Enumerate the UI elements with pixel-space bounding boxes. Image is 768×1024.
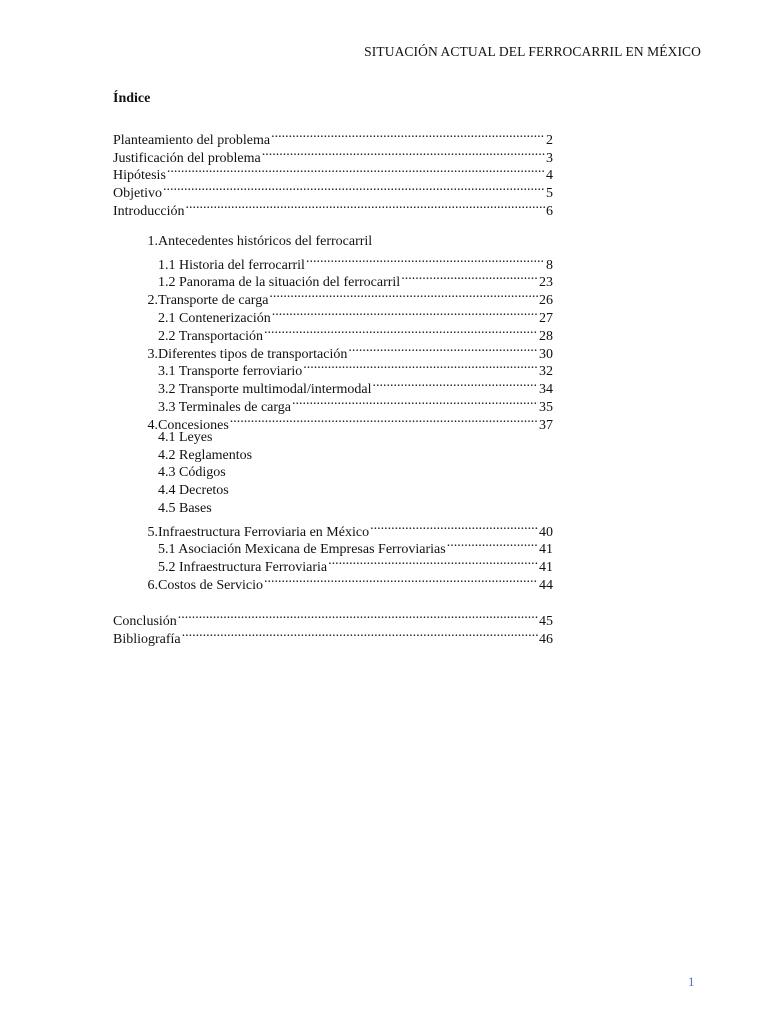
toc-page-number: 8 [546, 257, 553, 273]
toc-entry-text: 5.2 Infraestructura Ferroviaria [158, 560, 328, 576]
toc-dot-leader [264, 571, 538, 589]
toc-dot-leader [348, 340, 538, 358]
toc-page-number: 27 [539, 310, 553, 326]
toc-entry-text: 5.1 Asociación Mexicana de Empresas Ferroviarias [158, 542, 446, 558]
toc-page-number: 28 [539, 328, 553, 344]
toc-dot-leader [262, 144, 545, 162]
toc-page-number: 34 [539, 382, 553, 398]
toc-entry [113, 179, 553, 202]
toc-chapter-number: 3. [147, 346, 158, 362]
toc-dot-leader [306, 251, 545, 269]
toc-page-number: 6 [546, 203, 553, 219]
toc-page-number: 37 [539, 417, 553, 433]
toc-dot-leader [401, 269, 538, 287]
toc-entry [113, 197, 553, 219]
toc-entry-text: 1.1 Historia del ferrocarril [158, 257, 305, 273]
toc-dot-leader [328, 553, 538, 571]
toc-page-number: 5 [546, 186, 553, 202]
toc-entry-text: 3.2 Transporte multimodal/intermodal [158, 382, 372, 398]
toc-entry-text: Diferentes tipos de transportación [158, 346, 348, 362]
toc-page-number: 2 [546, 132, 553, 148]
toc-dot-leader [167, 162, 545, 180]
toc-subsection [113, 482, 553, 500]
toc-entry-text: Introducción [113, 203, 185, 219]
toc-dot-leader [271, 126, 545, 144]
toc-entry-text: Bibliografía [113, 631, 181, 647]
toc-subsection [113, 447, 553, 465]
toc-page-number: 46 [539, 631, 553, 647]
toc-subsection [113, 500, 553, 518]
toc-entry-text: 2.2 Transportación [158, 328, 263, 344]
toc-entry-text: 4.4 Decretos [158, 483, 229, 499]
toc-page-number: 41 [539, 542, 553, 558]
toc-dot-leader [303, 358, 538, 376]
toc-dot-leader [272, 304, 538, 322]
toc-page-number: 23 [539, 275, 553, 291]
toc-page-number: 3 [546, 150, 553, 166]
toc-entry-text: 3.3 Terminales de carga [158, 399, 292, 415]
toc-entry [113, 162, 553, 184]
toc-chapter-number: 4. [147, 417, 158, 433]
toc-entry-text: 1.2 Panorama de la situación del ferrocarril [158, 275, 401, 291]
toc-chapter-number: 2. [147, 293, 158, 309]
toc-page-number: 45 [539, 613, 553, 629]
toc-page-number: 35 [539, 399, 553, 415]
toc-entry-text: Justificación del problema [113, 150, 261, 166]
toc-dot-leader [178, 607, 538, 625]
toc-page-number: 32 [539, 364, 553, 380]
toc-chapter-number: 6. [147, 577, 158, 593]
toc-entry-text: 4.5 Bases [158, 500, 212, 516]
toc-dot-leader [292, 393, 538, 411]
toc-entry-text: Planteamiento del problema [113, 132, 271, 148]
toc-entry-text: 2.1 Contenerización [158, 310, 271, 326]
toc-page-number: 44 [539, 577, 553, 593]
toc-entry [113, 625, 553, 647]
toc-entry-text: Objetivo [113, 186, 162, 202]
toc-entry-text: Antecedentes históricos del ferrocarril [158, 233, 373, 249]
toc-page-number: 41 [539, 560, 553, 576]
toc-dot-leader [373, 375, 539, 393]
toc-dot-leader [186, 197, 545, 215]
toc-entry [113, 126, 553, 148]
toc-entry-text: 4.3 Códigos [158, 465, 226, 481]
toc-entry-text: Concesiones [158, 417, 229, 433]
toc-page-number: 26 [539, 293, 553, 309]
toc-dot-leader [264, 322, 538, 340]
toc-subsection [113, 464, 553, 482]
toc-dot-leader [182, 625, 538, 643]
toc-title: Índice [113, 91, 151, 106]
toc-subsection [113, 429, 553, 447]
toc-dot-leader [163, 179, 545, 197]
table-of-contents [113, 126, 553, 647]
toc-dot-leader [370, 518, 538, 536]
toc-page-number: 4 [546, 168, 553, 184]
toc-chapter-number: 1. [147, 233, 158, 249]
running-header: SITUACIÓN ACTUAL DEL FERROCARRIL EN MÉXICO [364, 44, 701, 59]
toc-entry-text: Costos de Servicio [158, 577, 263, 593]
toc-chapter [113, 233, 553, 251]
toc-entry-text: 4.1 Leyes [158, 429, 213, 445]
toc-entry-text: Transporte de carga [158, 293, 269, 309]
toc-dot-leader [230, 411, 538, 429]
page-number: 1 [688, 974, 695, 989]
toc-chapter-number: 5. [147, 524, 158, 540]
toc-dot-leader [447, 536, 538, 554]
toc-entry-text: Hipótesis [113, 168, 166, 184]
toc-subsection [113, 251, 553, 273]
toc-chapter [113, 518, 553, 540]
toc-page-number: 40 [539, 524, 553, 540]
toc-entry [113, 607, 553, 629]
toc-dot-leader [269, 286, 538, 304]
toc-page-number: 30 [539, 346, 553, 362]
toc-entry-text: Infraestructura Ferroviaria en México [158, 524, 370, 540]
toc-entry-text: Conclusión [113, 613, 177, 629]
toc-entry-text: 3.1 Transporte ferroviario [158, 364, 303, 380]
toc-entry-text: 4.2 Reglamentos [158, 447, 253, 463]
